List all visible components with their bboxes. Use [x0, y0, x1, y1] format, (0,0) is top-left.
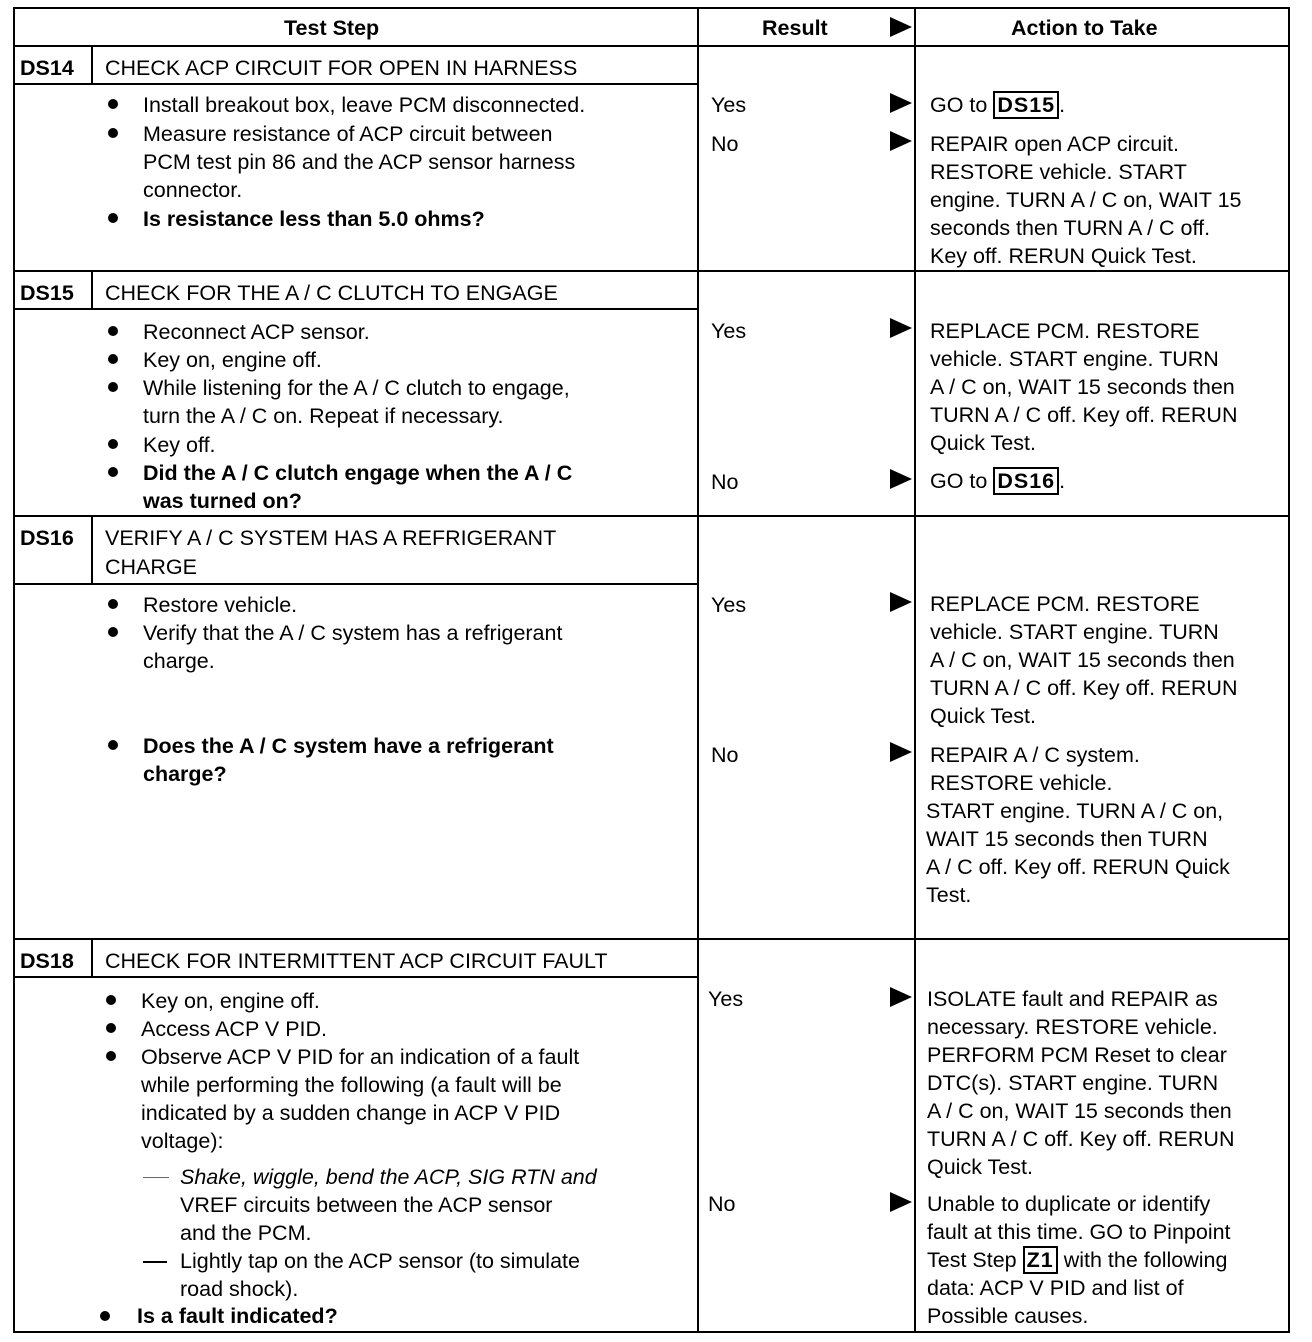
bullet-icon: [108, 627, 118, 637]
ds18-substep-1-cont: VREF circuits between the ACP sensor: [180, 1193, 553, 1217]
ds15-code-divider: [91, 270, 93, 310]
ds16-step-2-cont: charge.: [143, 649, 215, 673]
ds14-code: DS14: [20, 56, 74, 80]
ds15-yes: Yes: [711, 319, 747, 343]
ds18-yes-action: necessary. RESTORE vehicle.: [927, 1015, 1218, 1039]
table-border-bottom: [13, 1331, 1290, 1333]
ds14-code-divider: [91, 45, 93, 85]
ds18-no-action: Test Step Z1 with the following: [927, 1248, 1228, 1272]
ds15-no-action: GO to DS16 .: [930, 469, 1066, 493]
bullet-icon: [108, 326, 118, 336]
ds16-question: Does the A / C system have a refrigerant: [143, 734, 554, 758]
ds16-step-2: Verify that the A / C system has a refrigerant: [143, 621, 563, 645]
ds16-no-action: REPAIR A / C system.: [930, 743, 1140, 767]
ds15-yes-action: A / C on, WAIT 15 seconds then: [930, 375, 1235, 399]
ds15-title: CHECK FOR THE A / C CLUTCH TO ENGAGE: [105, 281, 558, 305]
ds14-row-divider: [13, 270, 1290, 272]
arrow-icon: [890, 469, 912, 489]
ds16-no-action: WAIT 15 seconds then TURN: [926, 827, 1208, 851]
ds16-question-cont: charge?: [143, 762, 227, 786]
ds18-title: CHECK FOR INTERMITTENT ACP CIRCUIT FAULT: [105, 949, 608, 973]
ds14-no-action: RESTORE vehicle. START: [930, 160, 1187, 184]
ds18-yes-action: DTC(s). START engine. TURN: [927, 1071, 1219, 1095]
ds16-yes-action: Quick Test.: [930, 704, 1036, 728]
ds15-yes-action: REPLACE PCM. RESTORE: [930, 319, 1200, 343]
bullet-icon: [108, 599, 118, 609]
ds16-row-divider: [13, 938, 1290, 940]
ds18-no-action: fault at this time. GO to Pinpoint: [927, 1220, 1231, 1244]
ds16-yes-action: TURN A / C off. Key off. RERUN: [930, 676, 1238, 700]
ds15-step-2: Key on, engine off.: [143, 348, 322, 372]
ds14-yes: Yes: [711, 93, 747, 117]
ds15-step-3: While listening for the A / C clutch to engage,: [143, 376, 570, 400]
header-divider: [13, 45, 1290, 47]
ds16-title-cont: CHARGE: [105, 555, 197, 579]
ds18-no: No: [708, 1192, 736, 1216]
bullet-icon: [108, 439, 118, 449]
arrow-icon: [890, 742, 912, 762]
bullet-icon: [100, 1311, 110, 1321]
bullet-icon: [106, 995, 116, 1005]
ds16-title: VERIFY A / C SYSTEM HAS A REFRIGERANT: [105, 526, 557, 550]
bullet-icon: [108, 213, 118, 223]
arrow-icon: [890, 318, 912, 338]
ds14-question: Is resistance less than 5.0 ohms?: [143, 207, 485, 231]
ds14-step-2-cont: PCM test pin 86 and the ACP sensor harness: [143, 150, 576, 174]
bullet-icon: [106, 1023, 116, 1033]
dash-icon: [143, 1177, 169, 1178]
ds16-yes-action: REPLACE PCM. RESTORE: [930, 592, 1200, 616]
ds18-substep-1-cont: and the PCM.: [180, 1221, 312, 1245]
column-divider-step: [697, 7, 699, 1333]
ds18-yes: Yes: [708, 987, 744, 1011]
ds15-title-underline: [13, 308, 699, 310]
dash-icon: [143, 1261, 167, 1263]
ds15-step-4: Key off.: [143, 433, 216, 457]
ds18-no-ref-link[interactable]: Z1: [1023, 1246, 1058, 1274]
bullet-icon: [108, 99, 118, 109]
ds16-yes-action: A / C on, WAIT 15 seconds then: [930, 648, 1235, 672]
ds16-no-action: Test.: [926, 883, 972, 907]
ds18-step-3-cont: voltage):: [141, 1129, 224, 1153]
ds15-question-cont: was turned on?: [143, 489, 302, 513]
bullet-icon: [108, 382, 118, 392]
bullet-icon: [108, 467, 118, 477]
table-border-left: [13, 7, 15, 1333]
ds16-yes: Yes: [711, 593, 747, 617]
header-arrow-icon: [890, 17, 912, 37]
ds16-no: No: [711, 743, 739, 767]
ds16-no-action: RESTORE vehicle.: [930, 771, 1113, 795]
ds15-no: No: [711, 470, 739, 494]
table-border-top: [13, 7, 1290, 9]
ds16-yes-action: vehicle. START engine. TURN: [930, 620, 1219, 644]
ds16-step-1: Restore vehicle.: [143, 593, 298, 617]
ds14-step-2: Measure resistance of ACP circuit between: [143, 122, 553, 146]
ds18-code: DS18: [20, 949, 74, 973]
column-divider-action: [914, 7, 916, 1333]
ds18-step-1: Key on, engine off.: [141, 989, 320, 1013]
ds18-substep-1: Shake, wiggle, bend the ACP, SIG RTN and: [180, 1165, 597, 1189]
ds15-yes-action: Quick Test.: [930, 431, 1036, 455]
ds16-code: DS16: [20, 526, 74, 550]
ds18-yes-action: Quick Test.: [927, 1155, 1033, 1179]
ds16-title-underline: [13, 583, 699, 585]
header-test-step: Test Step: [284, 16, 380, 40]
header-result: Result: [762, 16, 828, 40]
ds15-yes-action: TURN A / C off. Key off. RERUN: [930, 403, 1238, 427]
arrow-icon: [890, 592, 912, 612]
bullet-icon: [106, 1051, 116, 1061]
ds14-no-action: Key off. RERUN Quick Test.: [930, 244, 1197, 268]
ds16-no-action: A / C off. Key off. RERUN Quick: [926, 855, 1230, 879]
ds18-code-divider: [91, 938, 93, 978]
ds15-question: Did the A / C clutch engage when the A / C: [143, 461, 573, 485]
ds14-no-action: engine. TURN A / C on, WAIT 15: [930, 188, 1242, 212]
ds18-title-underline: [13, 976, 699, 978]
ds14-no-action: seconds then TURN A / C off.: [930, 216, 1211, 240]
ds15-no-ref-link[interactable]: DS16: [993, 467, 1059, 495]
ds14-step-2-cont: connector.: [143, 178, 243, 202]
header-action: Action to Take: [1011, 16, 1158, 40]
ds15-step-3-cont: turn the A / C on. Repeat if necessary.: [143, 404, 504, 428]
ds16-no-action: START engine. TURN A / C on,: [926, 799, 1224, 823]
ds14-yes-ref-link[interactable]: DS15: [993, 91, 1059, 119]
ds18-step-3: Observe ACP V PID for an indication of a fault: [141, 1045, 580, 1069]
ds18-yes-action: PERFORM PCM Reset to clear: [927, 1043, 1227, 1067]
ds16-code-divider: [91, 515, 93, 585]
ds18-yes-action: ISOLATE fault and REPAIR as: [927, 987, 1218, 1011]
ds18-step-3-cont: indicated by a sudden change in ACP V PID: [141, 1101, 561, 1125]
ds18-yes-action: TURN A / C off. Key off. RERUN: [927, 1127, 1235, 1151]
ds15-code: DS15: [20, 281, 74, 305]
ds14-step-1: Install breakout box, leave PCM disconnected.: [143, 93, 586, 117]
ds14-no: No: [711, 132, 739, 156]
ds18-no-action: data: ACP V PID and list of: [927, 1276, 1184, 1300]
arrow-icon: [890, 131, 912, 151]
table-border-right: [1288, 7, 1290, 1333]
ds18-step-2: Access ACP V PID.: [141, 1017, 328, 1041]
arrow-icon: [890, 93, 912, 113]
ds14-yes-action: GO to DS15 .: [930, 93, 1066, 117]
ds18-step-3-cont: while performing the following (a fault will be: [141, 1073, 562, 1097]
bullet-icon: [108, 128, 118, 138]
ds18-substep-2: Lightly tap on the ACP sensor (to simulate: [180, 1249, 580, 1273]
bullet-icon: [108, 740, 118, 750]
ds14-title-underline: [13, 83, 699, 85]
ds18-no-action: Possible causes.: [927, 1304, 1089, 1328]
ds15-step-1: Reconnect ACP sensor.: [143, 320, 370, 344]
ds18-substep-2-cont: road shock).: [180, 1277, 299, 1301]
ds18-no-action: Unable to duplicate or identify: [927, 1192, 1211, 1216]
ds14-title: CHECK ACP CIRCUIT FOR OPEN IN HARNESS: [105, 56, 578, 80]
ds18-yes-action: A / C on, WAIT 15 seconds then: [927, 1099, 1232, 1123]
arrow-icon: [890, 1192, 912, 1212]
arrow-icon: [890, 987, 912, 1007]
bullet-icon: [108, 354, 118, 364]
ds15-yes-action: vehicle. START engine. TURN: [930, 347, 1219, 371]
ds18-question: Is a fault indicated?: [137, 1304, 338, 1328]
ds15-row-divider: [13, 515, 1290, 517]
ds14-no-action: REPAIR open ACP circuit.: [930, 132, 1179, 156]
